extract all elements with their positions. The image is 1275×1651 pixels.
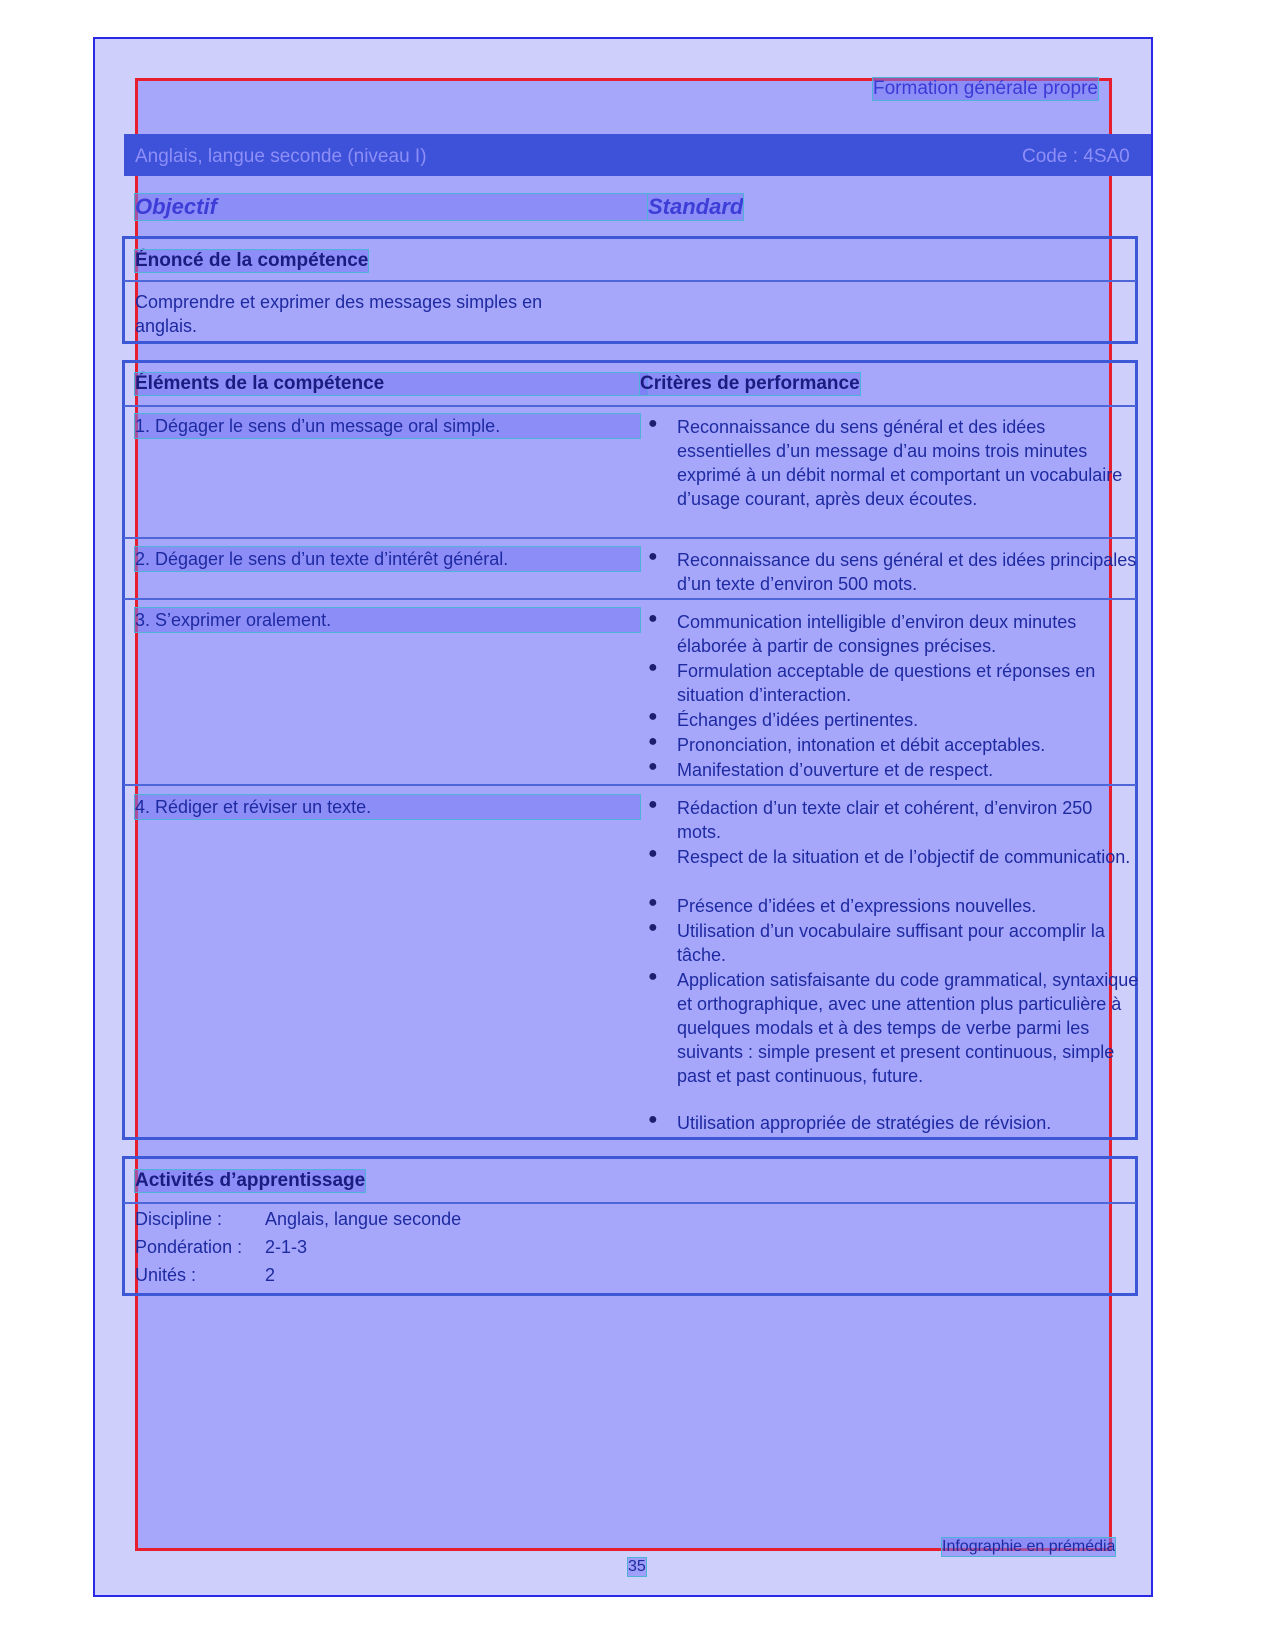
criteria-col-header: Critères de performance: [640, 373, 860, 394]
bullet-icon: ●: [648, 415, 658, 432]
divider: [124, 280, 1136, 282]
activity-value: 2: [265, 1265, 276, 1285]
bullet-icon: ●: [648, 845, 658, 862]
bullet-icon: ●: [648, 733, 658, 750]
bullet-icon: ●: [648, 708, 658, 725]
activity-label: Pondération :: [135, 1237, 243, 1257]
divider: [124, 784, 1136, 786]
element-4: 4. Rédiger et réviser un texte.: [135, 795, 640, 819]
activity-label: Unités :: [135, 1265, 197, 1285]
page-number: 35: [628, 1558, 646, 1575]
bullet-icon: ●: [648, 894, 658, 911]
bullet-icon: ●: [648, 659, 658, 676]
divider: [124, 405, 1136, 407]
header-program-name: Formation générale propre: [873, 78, 1098, 99]
bullet-icon: ●: [648, 758, 658, 775]
divider: [124, 537, 1136, 539]
divider: [124, 598, 1136, 600]
activity-label: Discipline :: [135, 1209, 223, 1229]
objective-label: Objectif: [135, 194, 647, 220]
bullet-icon: ●: [648, 1111, 658, 1128]
standard-label: Standard: [648, 194, 744, 219]
element-3: 3. S’exprimer oralement.: [135, 608, 640, 632]
bullet-icon: ●: [648, 919, 658, 936]
activity-value: Anglais, langue seconde: [265, 1209, 462, 1229]
course-title: Anglais, langue seconde (niveau I): [135, 146, 427, 167]
element-1: 1. Dégager le sens d’un message oral simple.: [135, 414, 640, 438]
bullet-icon: ●: [648, 968, 658, 985]
bullet-icon: ●: [648, 610, 658, 627]
competence-heading: Énoncé de la compétence: [135, 250, 369, 271]
divider: [124, 1202, 1136, 1204]
element-2: 2. Dégager le sens d’un texte d’intérêt général.: [135, 547, 640, 571]
activities-heading: Activités d’apprentissage: [135, 1170, 366, 1191]
elements-col-header: Éléments de la compétence: [135, 373, 647, 395]
competence-text: Comprendre et exprimer des messages simples en anglais.: [135, 292, 543, 336]
activity-value: 2-1-3: [265, 1237, 308, 1257]
course-code: Code : 4SA0: [1022, 146, 1130, 167]
bullet-icon: ●: [648, 796, 658, 813]
footer-program: Infographie en prémédia: [942, 1538, 1116, 1555]
bullet-icon: ●: [648, 548, 658, 565]
